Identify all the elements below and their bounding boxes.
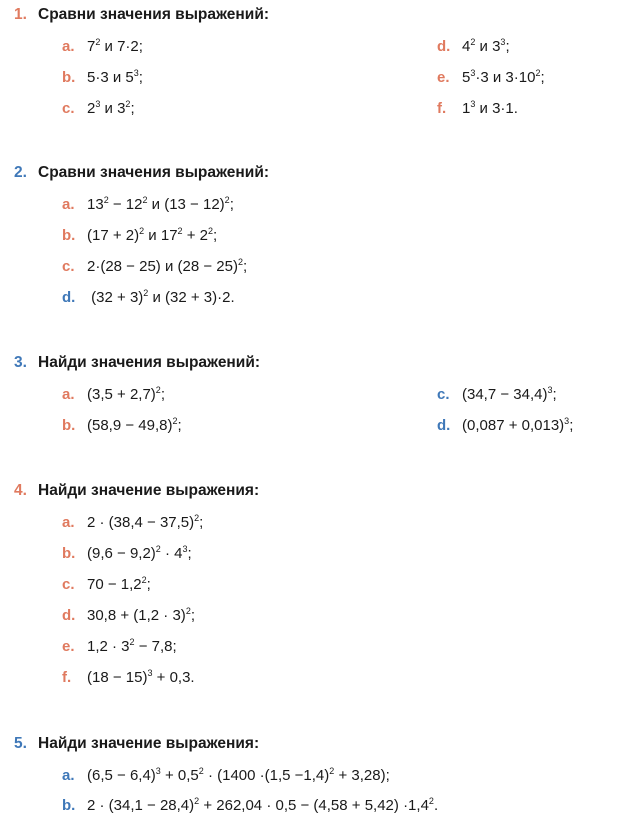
item-expression: $1,2 \cdot 3^2 - 7,8$; [87, 637, 177, 655]
item-letter: b. [62, 417, 76, 434]
task-2-item-b [62, 227, 217, 244]
task-number: 3. [14, 354, 27, 371]
task-5-item-a [62, 767, 390, 784]
task-1-item-e [437, 69, 545, 86]
item-expression: $(17 + 2)^2$ и $17^2 + 2^2$; [87, 226, 218, 244]
item-letter: a. [62, 386, 75, 403]
item-expression: 2·(28 − 25) и $(28 - 25)^2$; [87, 257, 248, 275]
task-1-item-c [62, 100, 135, 117]
item-expression: $(3,5 + 2,7)^2$; [87, 385, 165, 403]
item-letter: d. [437, 417, 451, 434]
item-letter: e. [437, 69, 450, 86]
task-5-heading [14, 735, 259, 753]
item-expression: $30,8 + (1,2 \cdot 3)^2$; [87, 606, 195, 624]
item-letter: b. [62, 227, 76, 244]
task-2-item-c [62, 258, 247, 275]
item-expression: $1^3$ и 3·1. [462, 99, 518, 117]
task-2-item-d [62, 289, 235, 306]
task-title: Найди значение выражения: [38, 735, 260, 752]
task-number: 1. [14, 6, 27, 23]
task-4-item-a [62, 514, 203, 531]
task-title: Найди значение выражения: [38, 482, 260, 499]
task-1-heading [14, 6, 269, 24]
item-letter: e. [62, 638, 75, 655]
task-3-heading [14, 354, 260, 372]
item-letter: c. [62, 258, 75, 275]
item-letter: c. [62, 100, 75, 117]
item-expression: $(32 + 3)^2$ и (32 + 3)·2. [87, 288, 235, 306]
item-expression: $(34,7 - 34,4)^3$; [462, 385, 557, 403]
item-letter: d. [62, 289, 76, 306]
item-expression: $(9,6 - 9,2)^2 \cdot 4^3$; [87, 544, 192, 562]
item-letter: c. [437, 386, 450, 403]
task-title: Сравни значения выражений: [38, 6, 270, 23]
task-2-item-a [62, 196, 234, 213]
item-letter: a. [62, 514, 75, 531]
item-expression: $2 \cdot (38,4 - 37,5)^2$; [87, 513, 204, 531]
item-expression: $2 \cdot (34,1 - 28,4)^2 + 262,04 \cdot 0,5 - (4,58 + 5,42) \cdot 1,4^2$. [87, 796, 439, 814]
item-expression: $5^3\cdot 3$ и $3\cdot 10^2$; [462, 68, 545, 86]
task-title: Найди значения выражений: [38, 354, 261, 371]
task-2-heading [14, 164, 269, 182]
task-4-item-c [62, 576, 151, 593]
item-expression: $(58,9 - 49,8)^2$; [87, 416, 182, 434]
item-letter: f. [62, 669, 72, 686]
item-letter: f. [437, 100, 447, 117]
item-expression: $(0,087 + 0,013)^3$; [462, 416, 574, 434]
task-4-item-b [62, 545, 192, 562]
task-4-item-d [62, 607, 195, 624]
item-letter: b. [62, 69, 76, 86]
item-letter: b. [62, 545, 76, 562]
item-expression: $4^2$ и $3^3$; [462, 37, 510, 55]
task-1-item-a [62, 38, 143, 55]
task-3-item-d [437, 417, 573, 434]
item-expression: 5·3 и $5^3$; [87, 68, 143, 86]
task-3-item-c [437, 386, 557, 403]
task-title: Сравни значения выражений: [38, 164, 270, 181]
item-expression: $(6,5 - 6,4)^3 + 0,5^2 \cdot (1400 \cdot(1,5 -1,4)^2 + 3,28)$; [87, 766, 390, 784]
task-1-item-b [62, 69, 143, 86]
item-letter: a. [62, 196, 75, 213]
item-letter: d. [437, 38, 451, 55]
item-letter: d. [62, 607, 76, 624]
item-expression: $70 - 1,2^2$; [87, 575, 151, 593]
item-expression: $2^3$ и $3^2$; [87, 99, 135, 117]
task-number: 4. [14, 482, 27, 499]
task-number: 2. [14, 164, 27, 181]
item-expression: $(18 - 15)^3 + 0,3$. [87, 668, 195, 686]
task-4-item-f [62, 669, 195, 686]
task-3-item-b [62, 417, 182, 434]
item-letter: c. [62, 576, 75, 593]
task-4-heading [14, 482, 259, 500]
task-1-item-f [437, 100, 518, 117]
task-1-item-d [437, 38, 510, 55]
item-letter: a. [62, 38, 75, 55]
task-5-item-b [62, 797, 438, 814]
item-letter: b. [62, 797, 76, 814]
task-number: 5. [14, 735, 27, 752]
item-expression: $13^2 - 12^2$ и $(13 - 12)^2$; [87, 195, 234, 213]
task-4-item-e [62, 638, 177, 655]
item-letter: a. [62, 767, 75, 784]
item-expression: $7^2$ и 7·2; [87, 37, 143, 55]
task-3-item-a [62, 386, 165, 403]
